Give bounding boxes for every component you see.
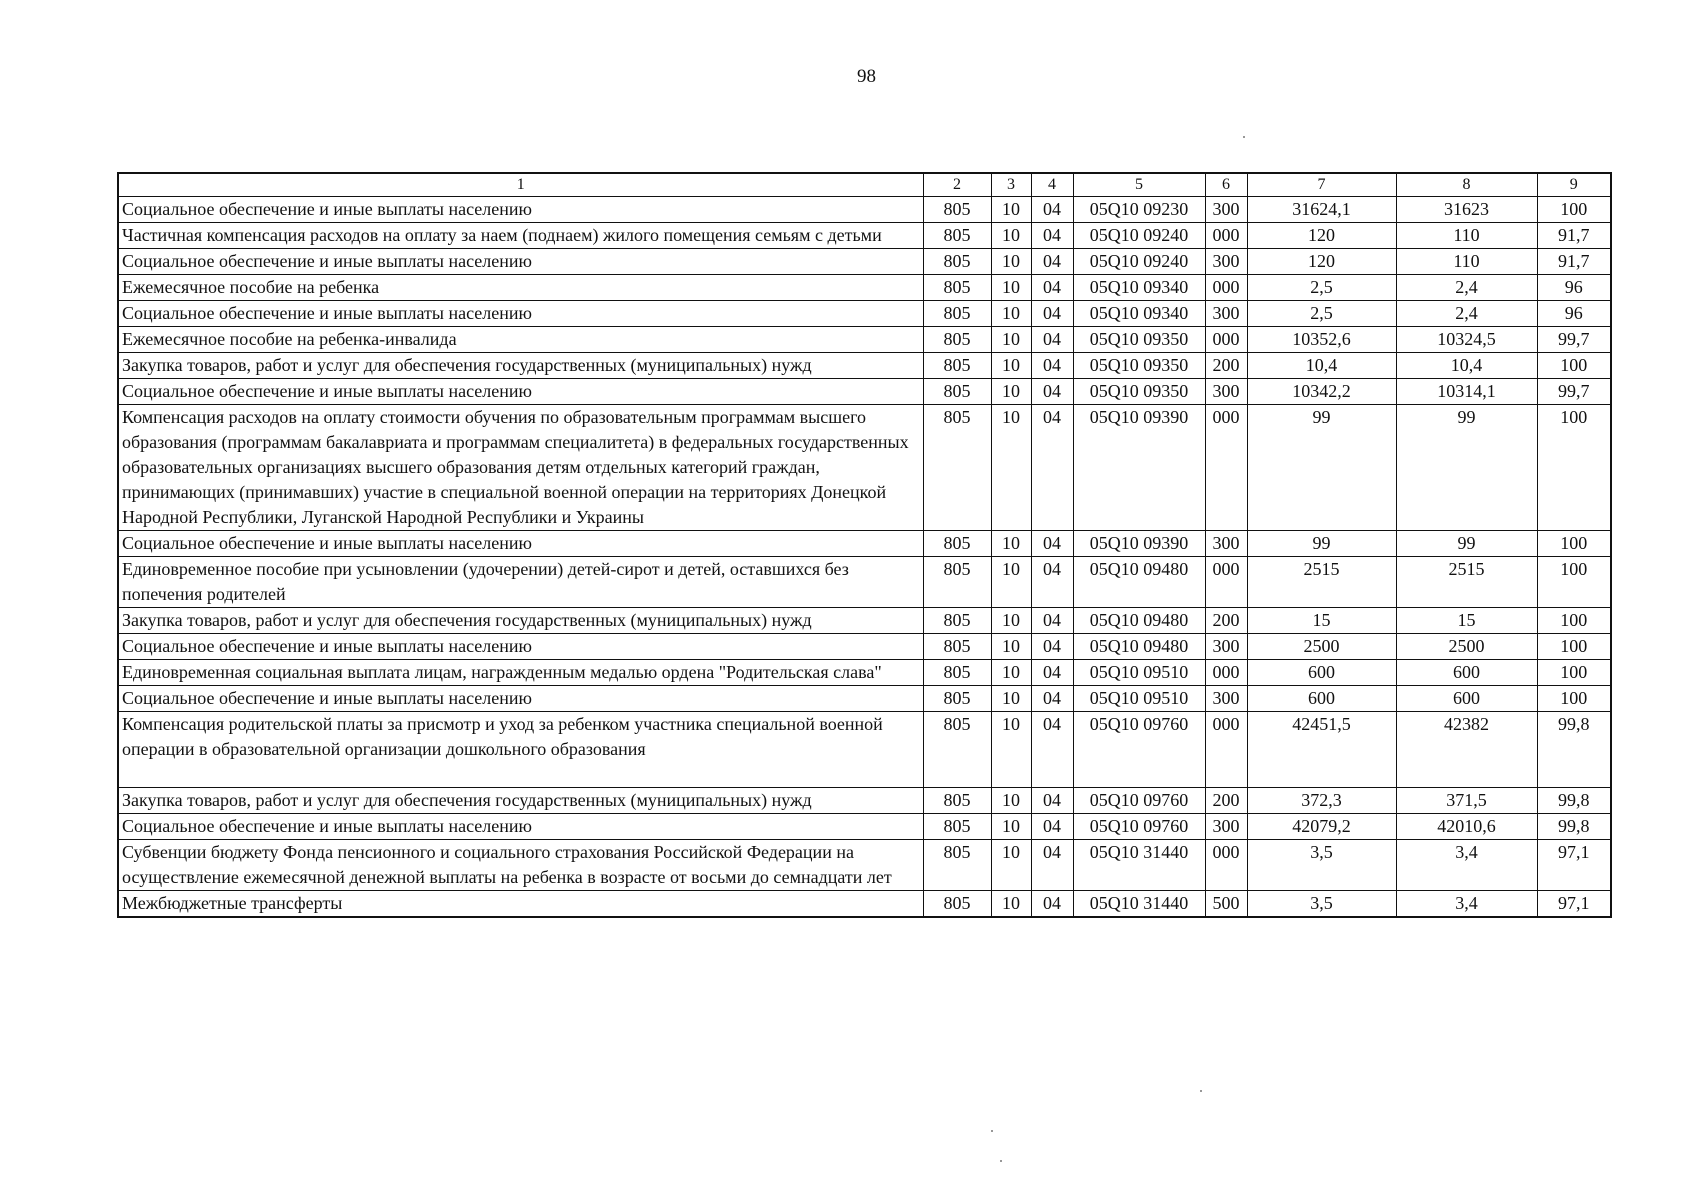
cell-value-7: 15 — [1247, 608, 1396, 634]
cell-value-9: 100 — [1537, 531, 1611, 557]
cell-code-2: 805 — [923, 891, 991, 918]
cell-code-6: 300 — [1205, 814, 1247, 840]
cell-code-5: 05Q10 09390 — [1073, 531, 1205, 557]
cell-code-5: 05Q10 09760 — [1073, 712, 1205, 788]
cell-code-2: 805 — [923, 275, 991, 301]
cell-code-5: 05Q10 09510 — [1073, 686, 1205, 712]
cell-code-2: 805 — [923, 840, 991, 891]
cell-value-7: 2500 — [1247, 634, 1396, 660]
cell-code-5: 05Q10 09760 — [1073, 788, 1205, 814]
cell-value-8: 31623 — [1396, 197, 1537, 223]
scan-dot — [1200, 1090, 1202, 1092]
cell-code-5: 05Q10 09480 — [1073, 557, 1205, 608]
cell-value-7: 600 — [1247, 660, 1396, 686]
cell-code-3: 10 — [991, 712, 1031, 788]
cell-description: Компенсация родительской платы за присмотр и уход за ребенком участника специальной военной операции в образовательной организации дошкольного образования — [118, 712, 923, 788]
cell-description: Закупка товаров, работ и услуг для обеспечения государственных (муниципальных) нужд — [118, 353, 923, 379]
table-row — [118, 660, 1611, 686]
cell-value-8: 2,4 — [1396, 275, 1537, 301]
cell-code-6: 200 — [1205, 788, 1247, 814]
cell-value-7: 3,5 — [1247, 891, 1396, 918]
cell-description: Закупка товаров, работ и услуг для обеспечения государственных (муниципальных) нужд — [118, 788, 923, 814]
table-row — [118, 634, 1611, 660]
table-row — [118, 301, 1611, 327]
cell-code-2: 805 — [923, 686, 991, 712]
cell-value-8: 10314,1 — [1396, 379, 1537, 405]
cell-value-9: 100 — [1537, 634, 1611, 660]
cell-value-7: 120 — [1247, 249, 1396, 275]
cell-code-5: 05Q10 09340 — [1073, 301, 1205, 327]
cell-value-8: 600 — [1396, 660, 1537, 686]
cell-code-2: 805 — [923, 814, 991, 840]
cell-value-9: 99,8 — [1537, 814, 1611, 840]
cell-value-9: 91,7 — [1537, 249, 1611, 275]
cell-code-2: 805 — [923, 557, 991, 608]
cell-code-2: 805 — [923, 634, 991, 660]
cell-code-5: 05Q10 09760 — [1073, 814, 1205, 840]
cell-code-3: 10 — [991, 557, 1031, 608]
cell-code-2: 805 — [923, 249, 991, 275]
cell-value-7: 42451,5 — [1247, 712, 1396, 788]
cell-value-8: 10,4 — [1396, 353, 1537, 379]
cell-value-7: 600 — [1247, 686, 1396, 712]
header-cell: 3 — [991, 173, 1031, 197]
cell-code-4: 04 — [1031, 634, 1073, 660]
cell-value-9: 96 — [1537, 301, 1611, 327]
cell-code-4: 04 — [1031, 353, 1073, 379]
table-row — [118, 557, 1611, 608]
cell-code-5: 05Q10 09230 — [1073, 197, 1205, 223]
table-row — [118, 379, 1611, 405]
cell-code-3: 10 — [991, 379, 1031, 405]
cell-value-7: 31624,1 — [1247, 197, 1396, 223]
table-row — [118, 788, 1611, 814]
cell-description: Субвенции бюджету Фонда пенсионного и социального страхования Российской Федерации на осуществление ежемесячной денежной выплаты на ребенка в возрасте от восьми до семнадцати лет — [118, 840, 923, 891]
cell-code-3: 10 — [991, 634, 1031, 660]
cell-code-6: 000 — [1205, 840, 1247, 891]
cell-value-7: 10342,2 — [1247, 379, 1396, 405]
cell-code-6: 300 — [1205, 531, 1247, 557]
header-cell: 9 — [1537, 173, 1611, 197]
cell-value-9: 100 — [1537, 608, 1611, 634]
cell-code-4: 04 — [1031, 327, 1073, 353]
cell-value-9: 96 — [1537, 275, 1611, 301]
cell-description: Социальное обеспечение и иные выплаты населению — [118, 531, 923, 557]
cell-value-8: 42010,6 — [1396, 814, 1537, 840]
table-row — [118, 840, 1611, 891]
cell-value-9: 100 — [1537, 353, 1611, 379]
cell-value-9: 97,1 — [1537, 840, 1611, 891]
table-row — [118, 686, 1611, 712]
cell-value-8: 3,4 — [1396, 891, 1537, 918]
table-row — [118, 531, 1611, 557]
cell-value-9: 99,8 — [1537, 788, 1611, 814]
cell-code-6: 200 — [1205, 353, 1247, 379]
cell-code-4: 04 — [1031, 660, 1073, 686]
cell-code-2: 805 — [923, 531, 991, 557]
cell-description: Закупка товаров, работ и услуг для обеспечения государственных (муниципальных) нужд — [118, 608, 923, 634]
cell-value-9: 99,7 — [1537, 327, 1611, 353]
cell-code-6: 000 — [1205, 275, 1247, 301]
cell-code-6: 000 — [1205, 660, 1247, 686]
cell-code-5: 05Q10 09510 — [1073, 660, 1205, 686]
cell-code-3: 10 — [991, 814, 1031, 840]
cell-code-3: 10 — [991, 660, 1031, 686]
cell-code-6: 500 — [1205, 891, 1247, 918]
cell-description: Социальное обеспечение и иные выплаты населению — [118, 814, 923, 840]
cell-code-3: 10 — [991, 686, 1031, 712]
cell-value-7: 99 — [1247, 531, 1396, 557]
cell-code-4: 04 — [1031, 557, 1073, 608]
cell-code-4: 04 — [1031, 788, 1073, 814]
cell-value-7: 10352,6 — [1247, 327, 1396, 353]
cell-code-2: 805 — [923, 197, 991, 223]
cell-code-3: 10 — [991, 249, 1031, 275]
cell-value-8: 15 — [1396, 608, 1537, 634]
cell-code-4: 04 — [1031, 891, 1073, 918]
table-row — [118, 275, 1611, 301]
header-cell: 6 — [1205, 173, 1247, 197]
cell-code-4: 04 — [1031, 686, 1073, 712]
cell-value-7: 2,5 — [1247, 301, 1396, 327]
cell-value-8: 110 — [1396, 249, 1537, 275]
cell-code-6: 200 — [1205, 608, 1247, 634]
header-cell: 1 — [118, 173, 923, 197]
cell-value-7: 42079,2 — [1247, 814, 1396, 840]
cell-description: Ежемесячное пособие на ребенка-инвалида — [118, 327, 923, 353]
cell-value-8: 10324,5 — [1396, 327, 1537, 353]
cell-code-3: 10 — [991, 531, 1031, 557]
cell-code-6: 000 — [1205, 712, 1247, 788]
cell-description: Социальное обеспечение и иные выплаты населению — [118, 249, 923, 275]
cell-code-5: 05Q10 09350 — [1073, 353, 1205, 379]
cell-value-7: 99 — [1247, 405, 1396, 531]
cell-code-3: 10 — [991, 223, 1031, 249]
cell-value-7: 120 — [1247, 223, 1396, 249]
cell-description: Единовременное пособие при усыновлении (удочерении) детей-сирот и детей, оставшихся без попечения родителей — [118, 557, 923, 608]
cell-code-2: 805 — [923, 788, 991, 814]
cell-value-8: 371,5 — [1396, 788, 1537, 814]
table-header-row — [118, 173, 1611, 197]
cell-code-4: 04 — [1031, 249, 1073, 275]
table-row — [118, 197, 1611, 223]
cell-description: Социальное обеспечение и иные выплаты населению — [118, 197, 923, 223]
header-cell: 7 — [1247, 173, 1396, 197]
table-row — [118, 712, 1611, 788]
budget-table — [117, 172, 1612, 918]
cell-code-3: 10 — [991, 275, 1031, 301]
scan-dot — [1000, 1160, 1002, 1162]
cell-code-2: 805 — [923, 405, 991, 531]
cell-code-2: 805 — [923, 327, 991, 353]
header-cell: 5 — [1073, 173, 1205, 197]
cell-code-3: 10 — [991, 405, 1031, 531]
cell-value-9: 99,7 — [1537, 379, 1611, 405]
cell-code-2: 805 — [923, 712, 991, 788]
header-cell: 4 — [1031, 173, 1073, 197]
cell-description: Компенсация расходов на оплату стоимости обучения по образовательным программам высшего образования (программам бакалавриата и программам специалитета) в федеральных государственных образовательных организациях высшего образования детям отдельных категорий граждан, принимающих (принимавших) участие в специальной военной операции на территориях Донецкой Народной Республики, Луганской Народной Республики и Украины — [118, 405, 923, 531]
cell-value-7: 2,5 — [1247, 275, 1396, 301]
cell-code-6: 300 — [1205, 249, 1247, 275]
cell-code-6: 300 — [1205, 301, 1247, 327]
cell-value-8: 2,4 — [1396, 301, 1537, 327]
scan-dot — [991, 1130, 993, 1132]
cell-value-8: 600 — [1396, 686, 1537, 712]
table-body — [118, 173, 1611, 917]
cell-value-9: 99,8 — [1537, 712, 1611, 788]
cell-code-6: 000 — [1205, 405, 1247, 531]
cell-code-4: 04 — [1031, 223, 1073, 249]
cell-code-3: 10 — [991, 197, 1031, 223]
cell-code-5: 05Q10 31440 — [1073, 891, 1205, 918]
table-row — [118, 891, 1611, 918]
cell-code-6: 000 — [1205, 557, 1247, 608]
cell-value-8: 99 — [1396, 531, 1537, 557]
cell-description: Социальное обеспечение и иные выплаты населению — [118, 301, 923, 327]
cell-value-8: 2515 — [1396, 557, 1537, 608]
cell-code-5: 05Q10 09240 — [1073, 249, 1205, 275]
cell-description: Частичная компенсация расходов на оплату за наем (поднаем) жилого помещения семьям с детьми — [118, 223, 923, 249]
cell-value-9: 100 — [1537, 557, 1611, 608]
header-cell: 8 — [1396, 173, 1537, 197]
scan-dot — [1243, 136, 1245, 138]
cell-code-4: 04 — [1031, 275, 1073, 301]
cell-code-3: 10 — [991, 301, 1031, 327]
cell-value-7: 372,3 — [1247, 788, 1396, 814]
cell-code-6: 300 — [1205, 686, 1247, 712]
cell-code-4: 04 — [1031, 712, 1073, 788]
cell-code-5: 05Q10 09340 — [1073, 275, 1205, 301]
cell-code-4: 04 — [1031, 405, 1073, 531]
cell-code-4: 04 — [1031, 531, 1073, 557]
cell-code-3: 10 — [991, 327, 1031, 353]
cell-value-9: 91,7 — [1537, 223, 1611, 249]
cell-description: Единовременная социальная выплата лицам, награжденным медалью ордена "Родительская слава" — [118, 660, 923, 686]
cell-code-3: 10 — [991, 788, 1031, 814]
cell-value-8: 99 — [1396, 405, 1537, 531]
cell-code-2: 805 — [923, 301, 991, 327]
cell-code-3: 10 — [991, 608, 1031, 634]
cell-code-5: 05Q10 09390 — [1073, 405, 1205, 531]
table-row — [118, 327, 1611, 353]
cell-description: Ежемесячное пособие на ребенка — [118, 275, 923, 301]
cell-code-3: 10 — [991, 891, 1031, 918]
table-row — [118, 405, 1611, 531]
cell-value-8: 42382 — [1396, 712, 1537, 788]
cell-value-9: 97,1 — [1537, 891, 1611, 918]
cell-code-5: 05Q10 09350 — [1073, 327, 1205, 353]
cell-value-9: 100 — [1537, 197, 1611, 223]
table-row — [118, 814, 1611, 840]
cell-code-4: 04 — [1031, 608, 1073, 634]
cell-code-2: 805 — [923, 379, 991, 405]
cell-code-2: 805 — [923, 660, 991, 686]
cell-value-7: 10,4 — [1247, 353, 1396, 379]
cell-code-2: 805 — [923, 223, 991, 249]
cell-code-3: 10 — [991, 840, 1031, 891]
cell-code-4: 04 — [1031, 301, 1073, 327]
cell-code-2: 805 — [923, 608, 991, 634]
cell-code-6: 300 — [1205, 197, 1247, 223]
table-row — [118, 249, 1611, 275]
cell-description: Социальное обеспечение и иные выплаты населению — [118, 634, 923, 660]
cell-value-7: 2515 — [1247, 557, 1396, 608]
cell-code-6: 300 — [1205, 634, 1247, 660]
cell-code-6: 000 — [1205, 223, 1247, 249]
cell-code-5: 05Q10 09350 — [1073, 379, 1205, 405]
cell-value-9: 100 — [1537, 686, 1611, 712]
cell-value-8: 2500 — [1396, 634, 1537, 660]
cell-value-8: 110 — [1396, 223, 1537, 249]
cell-code-5: 05Q10 09480 — [1073, 608, 1205, 634]
cell-code-6: 300 — [1205, 379, 1247, 405]
cell-value-8: 3,4 — [1396, 840, 1537, 891]
cell-code-6: 000 — [1205, 327, 1247, 353]
cell-value-7: 3,5 — [1247, 840, 1396, 891]
cell-value-9: 100 — [1537, 660, 1611, 686]
cell-value-9: 100 — [1537, 405, 1611, 531]
table-row — [118, 608, 1611, 634]
cell-code-2: 805 — [923, 353, 991, 379]
cell-code-4: 04 — [1031, 379, 1073, 405]
cell-description: Межбюджетные трансферты — [118, 891, 923, 918]
cell-code-4: 04 — [1031, 197, 1073, 223]
table-row — [118, 223, 1611, 249]
cell-code-5: 05Q10 09240 — [1073, 223, 1205, 249]
cell-description: Социальное обеспечение и иные выплаты населению — [118, 686, 923, 712]
cell-code-5: 05Q10 09480 — [1073, 634, 1205, 660]
cell-code-3: 10 — [991, 353, 1031, 379]
table-row — [118, 353, 1611, 379]
page-number: 98 — [857, 66, 876, 87]
header-cell: 2 — [923, 173, 991, 197]
cell-code-5: 05Q10 31440 — [1073, 840, 1205, 891]
cell-code-4: 04 — [1031, 840, 1073, 891]
cell-description: Социальное обеспечение и иные выплаты населению — [118, 379, 923, 405]
cell-code-4: 04 — [1031, 814, 1073, 840]
